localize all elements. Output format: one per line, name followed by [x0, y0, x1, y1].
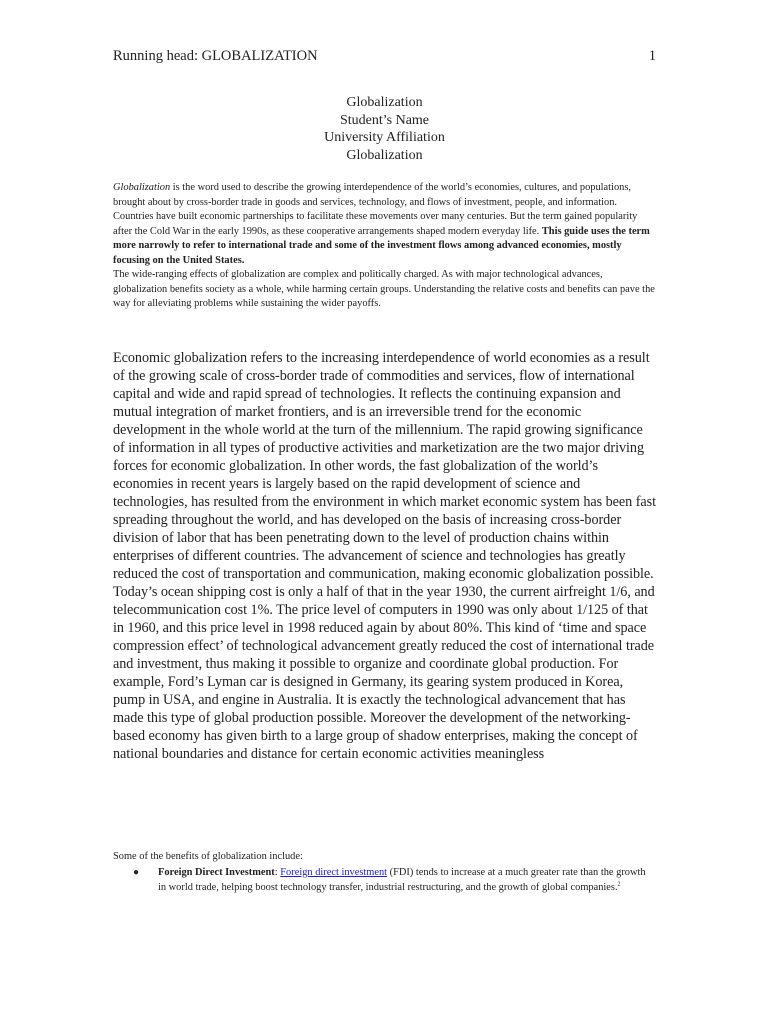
intro-paragraph-1 [113, 181, 656, 268]
bullet-icon: ● [133, 867, 140, 878]
intro-section [113, 181, 656, 312]
body-section [113, 349, 656, 763]
document-title: Globalization [346, 95, 423, 110]
list-item-text [158, 865, 656, 895]
intro-paragraph-1-bold: This guide uses the term more narrowly to refer to international trade and some of the investment flows among advanced economies, mostly focusing on the United States. [113, 225, 650, 266]
running-head [113, 46, 656, 66]
list-item-separator: : [274, 867, 281, 878]
document-subtitle: Globalization [346, 147, 423, 163]
benefits-section [113, 849, 656, 895]
intro-term: Globalization [113, 182, 171, 193]
body-paragraph: Economic globalization refers to the increasing interdependence of world economies as a result of the growing scale of cross-border trade of commodities and services, flow of international capital and wide and rapid spread of technologies. It reflects the continuing expansion and mutual integration of market frontiers, and is an irreversible trend for the economic development in the whole world at the turn of the millennium. The rapid growing significance of information in all types of productive activities and marketization are the two major driving forces for economic globalization. In other words, the fast globalization of the world’s economies in recent years is largely based on the rapid development of science and technologies, has resulted from the environment in which market economic system has been fast spreading throughout the world, and has developed on the basis of increasing cross-border division of labor that has been penetrating down to the level of production chains within enterprises of different countries. The advancement of science and technologies has greatly reduced the cost of transportation and communication, making economic globalization possible. Today’s ocean shipping cost is only a half of that in the year 1930, the current airfreight 1/6, and telecommunication cost 1%. The price level of computers in 1990 was only about 1/125 of that in 1960, and this price level in 1998 reduced again by about 80%. This kind of ‘time and space compression effect’ of technological advancement greatly reduced the cost of international trade and investment, thus making it possible to organize and coordinate global production. For example, Ford’s Lyman car is designed in Germany, its gearing system produced in Korea, pump in USA, and engine in Australia. It is exactly the technological advancement that has made this type of global production possible. Moreover the development of the networking-based economy has given birth to a large group of shadow enterprises, making the concept of national boundaries and distance for certain economic activities meaningless [113, 350, 656, 762]
intro-paragraph-2: The wide-ranging effects of globalization are complex and politically charged. As with major technological advances, globalization benefits society as a whole, while harming certain groups. Understanding the relative costs and benefits can pave the way for alleviating problems while sustaining the wider payoffs. [113, 269, 655, 309]
fdi-link[interactable]: Foreign direct investment [280, 867, 388, 878]
intro-paragraph-1-text: is the word used to describe the growing interdependence of the world’s economies, cultures, and populations, brought about by cross-border trade in goods and services, technology, and flows of investment, people, and information. Countries have built economic partnerships to facilitate these movements over many centuries. But the term gained popularity after the Cold War in the early 1990s, as these cooperative arrangements shaped modern everyday life. [113, 182, 638, 237]
title-block [113, 94, 656, 164]
page-number: 1 [648, 48, 656, 64]
student-name: Student’s Name [339, 112, 430, 128]
running-head-text: Running head: GLOBALIZATION [113, 48, 318, 64]
university-affiliation: University Affiliation [324, 130, 445, 145]
list-item [113, 865, 656, 895]
list-item-label: Foreign Direct Investment [158, 867, 275, 878]
benefits-intro: Some of the benefits of globalization include: [113, 851, 303, 862]
footnote-marker: 2 [617, 881, 621, 888]
list-item-body: (FDI) tends to increase at a much greater rate than the growth in world trade, helping boost technology transfer, industrial restructuring, and the growth of global companies. [158, 867, 646, 893]
